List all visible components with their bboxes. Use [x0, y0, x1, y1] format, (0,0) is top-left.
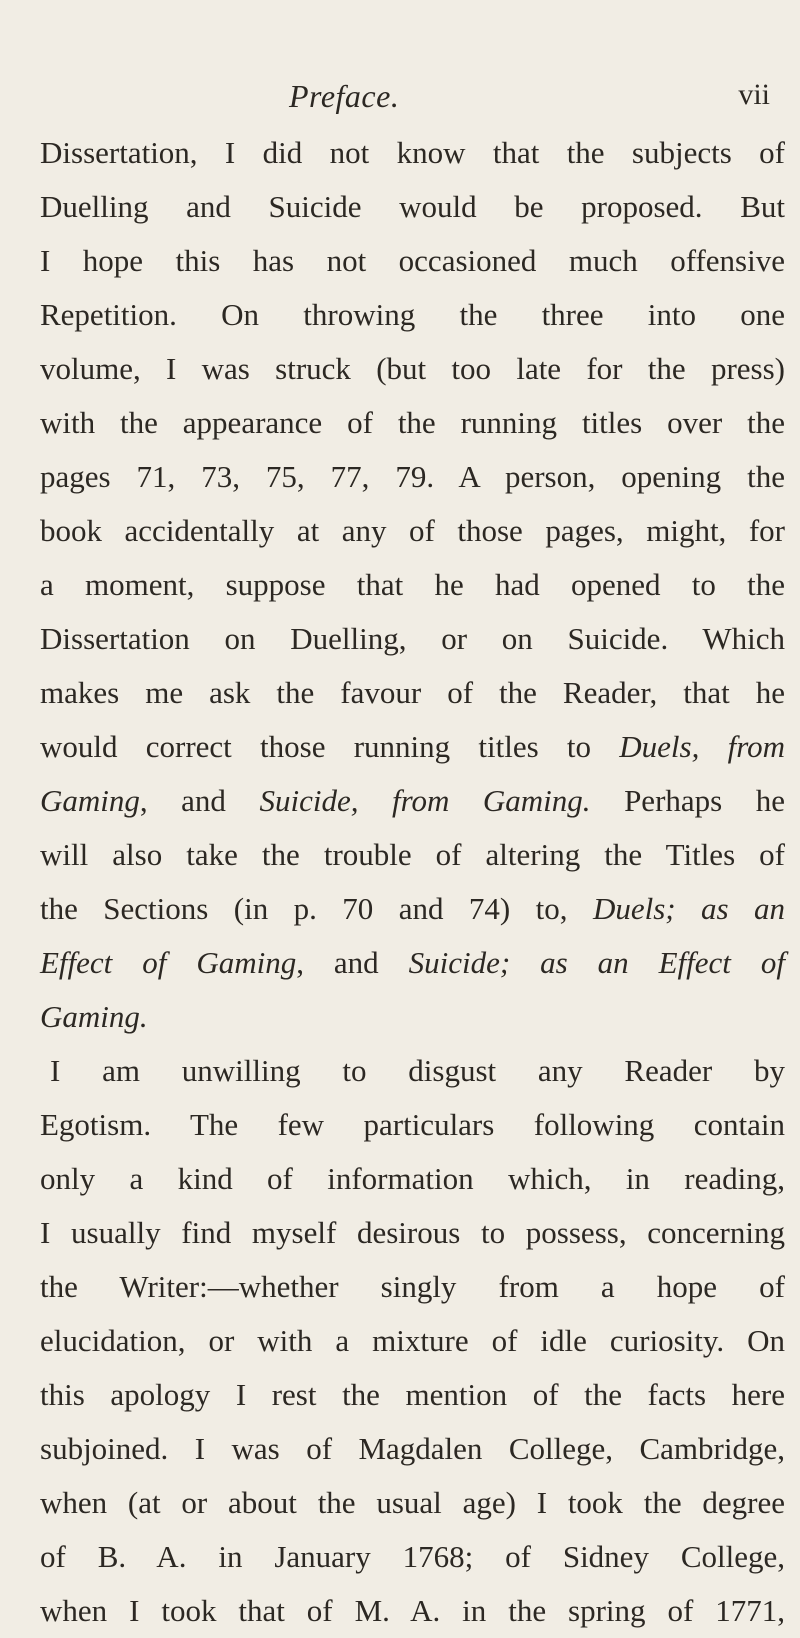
- text-line: I usually find myself desirous to possess, concerning: [40, 1215, 785, 1250]
- text-line: pages 71, 73, 75, 77, 79. A person, opening the: [40, 459, 785, 494]
- text-line: subjoined. I was of Magdalen College, Cambridge,: [40, 1431, 785, 1466]
- text-line: volume, I was struck (but too late for the press): [40, 351, 785, 386]
- text-line: book accidentally at any of those pages, might, for: [40, 513, 785, 548]
- text-line: Effect of Gaming, and Suicide; as an Effect of: [40, 945, 785, 980]
- text-line: a moment, suppose that he had opened to the: [40, 567, 785, 602]
- page-header: [0, 78, 800, 118]
- text-line: will also take the trouble of altering the Titles of: [40, 837, 785, 872]
- text-line: this apology I rest the mention of the facts here: [40, 1377, 785, 1412]
- text-line: Egotism. The few particulars following contain: [40, 1107, 785, 1142]
- text-line: the Writer:—whether singly from a hope of: [40, 1269, 785, 1304]
- text-line: when I took that of M. A. in the spring of 1771,: [40, 1593, 785, 1628]
- text-line: the Sections (in p. 70 and 74) to, Duels; as an: [40, 891, 785, 926]
- paragraph-start-line: I am unwilling to disgust any Reader by: [50, 1053, 785, 1088]
- text-line: Repetition. On throwing the three into one: [40, 297, 785, 332]
- text-line: Duelling and Suicide would be proposed. But: [40, 189, 785, 224]
- text-line: only a kind of information which, in reading,: [40, 1161, 785, 1196]
- text-line: of B. A. in January 1768; of Sidney College,: [40, 1539, 785, 1574]
- text-line: would correct those running titles to Duels, from: [40, 729, 785, 764]
- text-line: Dissertation, I did not know that the subjects of: [40, 135, 785, 170]
- text-line: with the appearance of the running titles over the: [40, 405, 785, 440]
- text-line: Dissertation on Duelling, or on Suicide. Which: [40, 621, 785, 656]
- body-text: [40, 126, 785, 1638]
- text-line: Gaming, and Suicide, from Gaming. Perhaps he: [40, 783, 785, 818]
- running-title: Preface.: [289, 78, 400, 114]
- text-line: Gaming.: [40, 999, 148, 1034]
- text-line: I hope this has not occasioned much offensive: [40, 243, 785, 278]
- page-number: vii: [738, 78, 770, 111]
- text-line: when (at or about the usual age) I took the degree: [40, 1485, 785, 1520]
- text-line: makes me ask the favour of the Reader, that he: [40, 675, 785, 710]
- text-line: elucidation, or with a mixture of idle curiosity. On: [40, 1323, 785, 1358]
